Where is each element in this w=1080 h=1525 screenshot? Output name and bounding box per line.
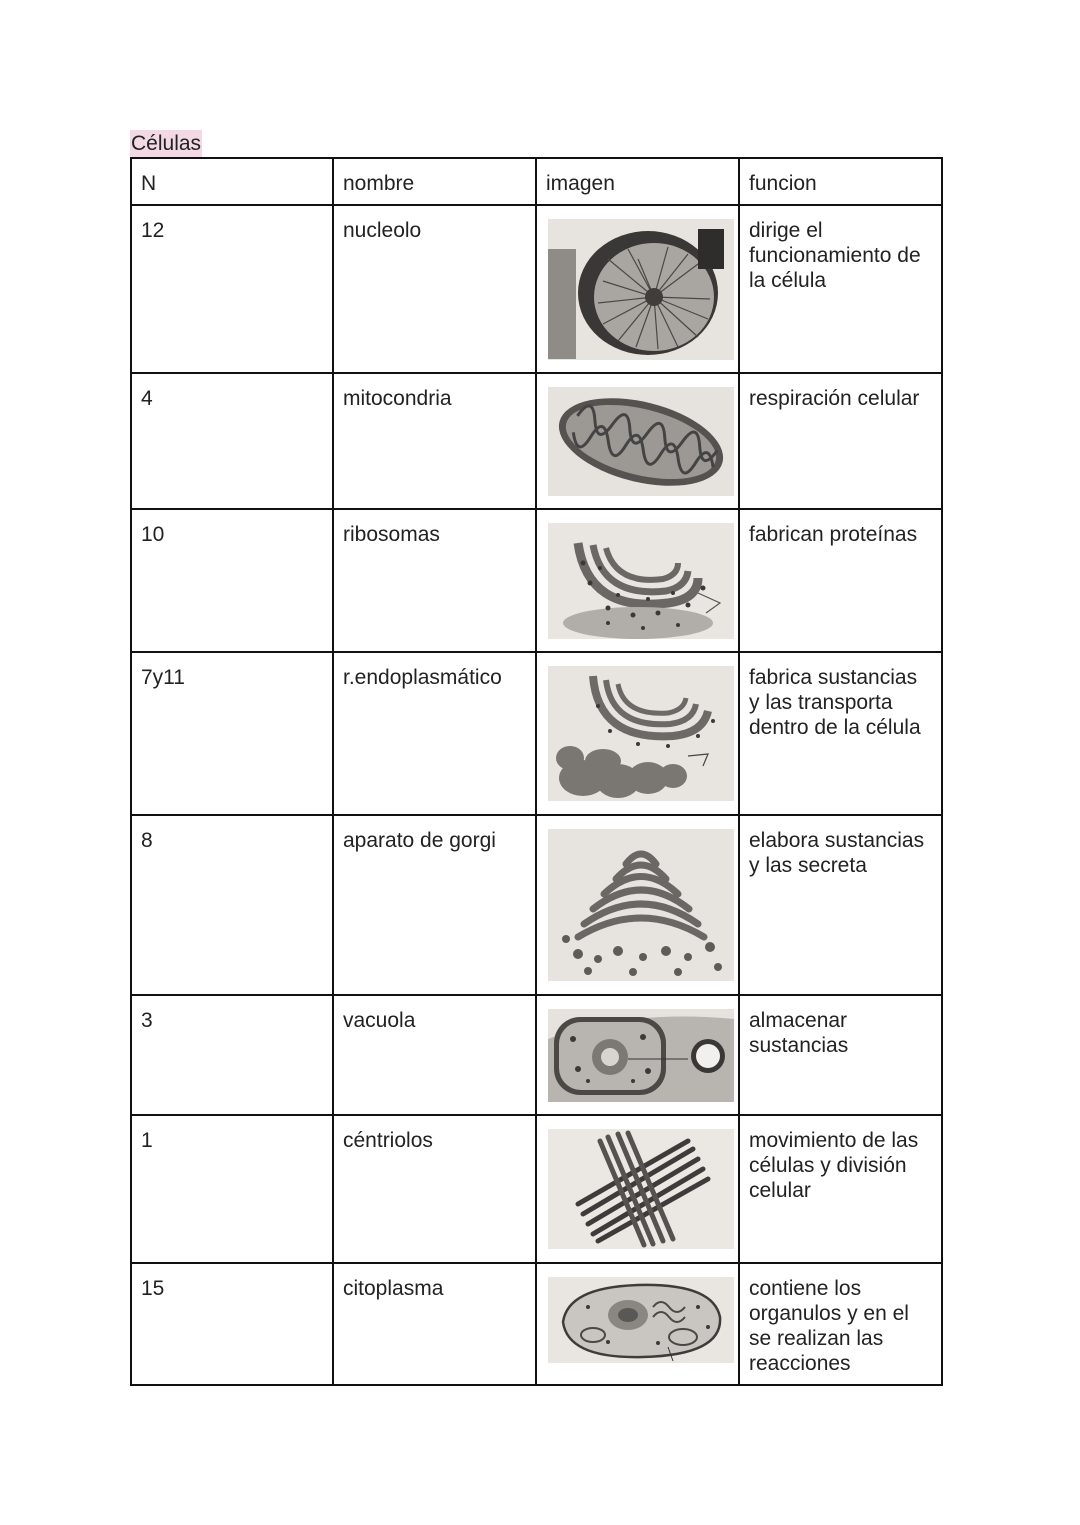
cell-funcion: movimiento de las células y división celular [739,1115,942,1263]
cell-funcion: dirige el funcionamiento de la célula [739,205,942,373]
table-row [131,373,942,509]
table-header-row [131,158,942,205]
table-row [131,652,942,815]
table-row [131,205,942,373]
cell-imagen [536,1263,739,1385]
table-row [131,995,942,1115]
cell-imagen [536,509,739,652]
cell-nombre: citoplasma [333,1263,536,1385]
cell-n: 7y11 [131,652,333,815]
header-imagen: imagen [536,158,739,205]
cell-imagen [536,205,739,373]
cell-n: 15 [131,1263,333,1385]
cell-nombre: ribosomas [333,509,536,652]
endoplasmic-reticulum-illustration [548,666,734,801]
golgi-apparatus-illustration [548,829,734,981]
cell-funcion: elabora sustancias y las secreta [739,815,942,995]
cell-nombre: nucleolo [333,205,536,373]
cell-funcion: fabrica sustancias y las transporta dentro de la célula [739,652,942,815]
cell-funcion: fabrican proteínas [739,509,942,652]
ribosomes-illustration [548,523,734,639]
cell-n: 10 [131,509,333,652]
cell-imagen [536,815,739,995]
cell-imagen [536,1115,739,1263]
cell-imagen [536,652,739,815]
table-row [131,509,942,652]
document-title: Células [131,132,202,155]
vacuole-illustration [548,1009,734,1102]
cell-nombre: aparato de gorgi [333,815,536,995]
mitochondria-illustration [548,387,734,496]
header-funcion: funcion [739,158,942,205]
cell-organelles-table [130,157,943,1386]
table-row [131,1115,942,1263]
cytoplasm-illustration [548,1277,734,1363]
cell-funcion: respiración celular [739,373,942,509]
centrioles-illustration [548,1129,734,1249]
table-row [131,1263,942,1385]
cell-n: 3 [131,995,333,1115]
table-row [131,815,942,995]
cell-funcion: almacenar sustancias [739,995,942,1115]
cell-nombre: mitocondria [333,373,536,509]
header-nombre: nombre [333,158,536,205]
cell-n: 12 [131,205,333,373]
cell-n: 8 [131,815,333,995]
cell-nombre: vacuola [333,995,536,1115]
cell-imagen [536,995,739,1115]
cell-nombre: céntriolos [333,1115,536,1263]
nucleus-illustration [548,219,734,360]
cell-funcion: contiene los organulos y en el se realizan las reacciones [739,1263,942,1385]
cell-n: 1 [131,1115,333,1263]
cell-n: 4 [131,373,333,509]
header-n: N [131,158,333,205]
cell-nombre: r.endoplasmático [333,652,536,815]
cell-imagen [536,373,739,509]
